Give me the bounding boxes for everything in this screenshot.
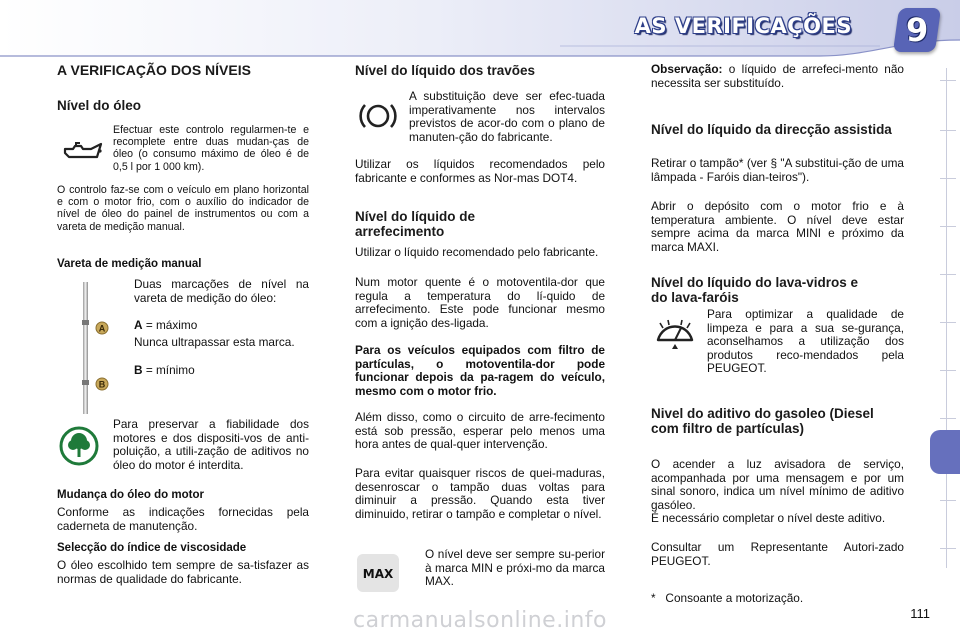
diesel-additive-text-2: É necessário completar o nível deste aditivo. xyxy=(651,511,886,525)
dipstick-mark-b: B xyxy=(98,379,106,390)
mark-a-label: A xyxy=(134,318,143,332)
mark-a-line xyxy=(134,319,197,333)
brake-text: A substituição deve ser efec-tuada imperativamente nos intervalos previstos de acor-do com o plano de manuten-ção do fabricante. xyxy=(409,89,605,144)
chapter-tab-active[interactable] xyxy=(930,430,960,474)
oil-intro: Efectuar este controlo regularmen-te e recomplete entre duas mudan-ças de óleo (o consumo máximo de óleo é de 0,5 l por 1 000 km). xyxy=(113,124,309,173)
oil-change-text: Conforme as indicações fornecidas pela caderneta de manutenção. xyxy=(57,505,309,533)
washer-text: Para optimizar a qualidade de limpeza e para a sua se-gurança, aconselhamos a utilização dos produtos reco-mendados pela PEUGEOT. xyxy=(707,307,904,375)
observation-label: Observação: xyxy=(651,62,723,76)
dipstick-heading: Vareta de medição manual xyxy=(57,258,202,270)
coolant-warning: Para os veículos equipados com filtro de partículas, o motoventila-dor pode funcionar depois da pa-ragem do veículo, mesmo com o motor frio. xyxy=(355,343,605,398)
brake-heading: Nível do líquido dos travões xyxy=(355,63,536,78)
observation-text: o líquido de arrefeci-mento não necessita ser substituído. xyxy=(651,62,904,90)
washer-heading: Nível do líquido do lava-vidros e do lava-faróis xyxy=(651,275,859,305)
steering-heading: Nível do líquido da direcção assistida xyxy=(651,122,892,137)
chapter-tab-rail xyxy=(932,60,960,580)
steering-text-2: Abrir o depósito com o motor frio e à temperatura ambiente. O nível deve estar sempre acima da marca MINI e próximo da marca MAXI. xyxy=(651,199,904,254)
max-level-label: MAX xyxy=(362,567,394,581)
oil-change-heading: Mudança do óleo do motor xyxy=(57,489,204,501)
chapter-number: 9 xyxy=(905,11,929,49)
viscosity-text: O óleo escolhido tem sempre de sa-tisfazer as normas de qualidade do fabricante. xyxy=(57,558,309,586)
diesel-additive-text-1: O acender a luz avisadora de serviço, acompanhada por uma mensagem e por um sinal sonoro, indica um nível mínimo de aditivo gasóleo. xyxy=(651,457,904,512)
watermark: carmanualsonline.info xyxy=(353,608,607,633)
max-level-icon xyxy=(356,553,400,593)
mark-b-line xyxy=(134,364,195,378)
mark-b-value: = mínimo xyxy=(145,363,195,377)
observation-note xyxy=(651,63,904,90)
coolant-text-2: Num motor quente é o motoventila-dor que regula a temperatura do lí-quido de arrefecimento. Este pode funcionar mesmo com a ignição des-ligada. xyxy=(355,275,605,330)
coolant-text-4: Para evitar quaisquer riscos de quei-maduras, desenroscar o tampão duas voltas para diminuir a pressão. Quando esta tiver diminuido, retirar o tampão e completar o nível. xyxy=(355,466,605,521)
coolant-text-3: Além disso, como o circuito de arre-fecimento está sob pressão, esperar pelo menos uma hora antes de qual-quer intervenção. xyxy=(355,410,605,451)
chapter-number-badge xyxy=(893,8,941,52)
coolant-heading: Nível do líquido de arrefecimento xyxy=(355,209,476,239)
washer-fluid-icon xyxy=(655,318,695,354)
dipstick-text: Duas marcações de nível na vareta de medição do óleo: xyxy=(134,277,309,305)
dipstick-icon xyxy=(69,280,119,416)
chapter-header xyxy=(0,0,960,60)
mark-a-value: = máximo xyxy=(145,318,198,332)
environment-note: Para preservar a fiabilidade dos motores e dos dispositi-vos de anti-poluição, a utili-zação de aditivos no óleo do motor é interdita. xyxy=(113,417,309,472)
dipstick-mark-a: A xyxy=(98,323,106,334)
diesel-additive-heading: Nivel do aditivo do gasoleo (Diesel com filtro de partículas) xyxy=(651,406,874,436)
chapter-title: AS VERIFICAÇÕES xyxy=(634,14,852,38)
tree-icon xyxy=(59,426,99,466)
steering-text-1: Retirar o tampão* (ver § "A substitui-ção de uma lâmpada - Faróis dian-teiros"). xyxy=(651,156,904,184)
dipstick-warning: Nunca ultrapassar esta marca. xyxy=(134,335,295,349)
mark-b-label: B xyxy=(134,363,143,377)
section-title: A VERIFICAÇÃO DOS NÍVEIS xyxy=(57,62,251,78)
coolant-text-1: Utilizar o líquido recomendado pelo fabricante. xyxy=(355,245,599,259)
coolant-text-5: O nível deve ser sempre su-perior à marca MIN e próxi-mo da marca MAX. xyxy=(425,547,605,588)
footnote: * Consoante a motorização. xyxy=(651,591,804,605)
page-number: 111 xyxy=(910,606,930,621)
oil-body: O controlo faz-se com o veículo em plano horizontal e com o motor frio, com o auxílio do indicador de nível de óleo do painel de instrumentos ou com a vareta de medição manual. xyxy=(57,184,309,233)
oil-can-icon xyxy=(61,137,105,167)
viscosity-heading: Selecção do índice de viscosidade xyxy=(57,542,247,554)
oil-heading: Nível do óleo xyxy=(57,98,142,113)
brake-warning-icon xyxy=(358,98,398,134)
brake-fluid-spec: Utilizar os líquidos recomendados pelo fabricante e conformes as Nor-mas DOT4. xyxy=(355,157,605,185)
diesel-additive-text-3: Consultar um Representante Autori-zado PEUGEOT. xyxy=(651,540,904,568)
